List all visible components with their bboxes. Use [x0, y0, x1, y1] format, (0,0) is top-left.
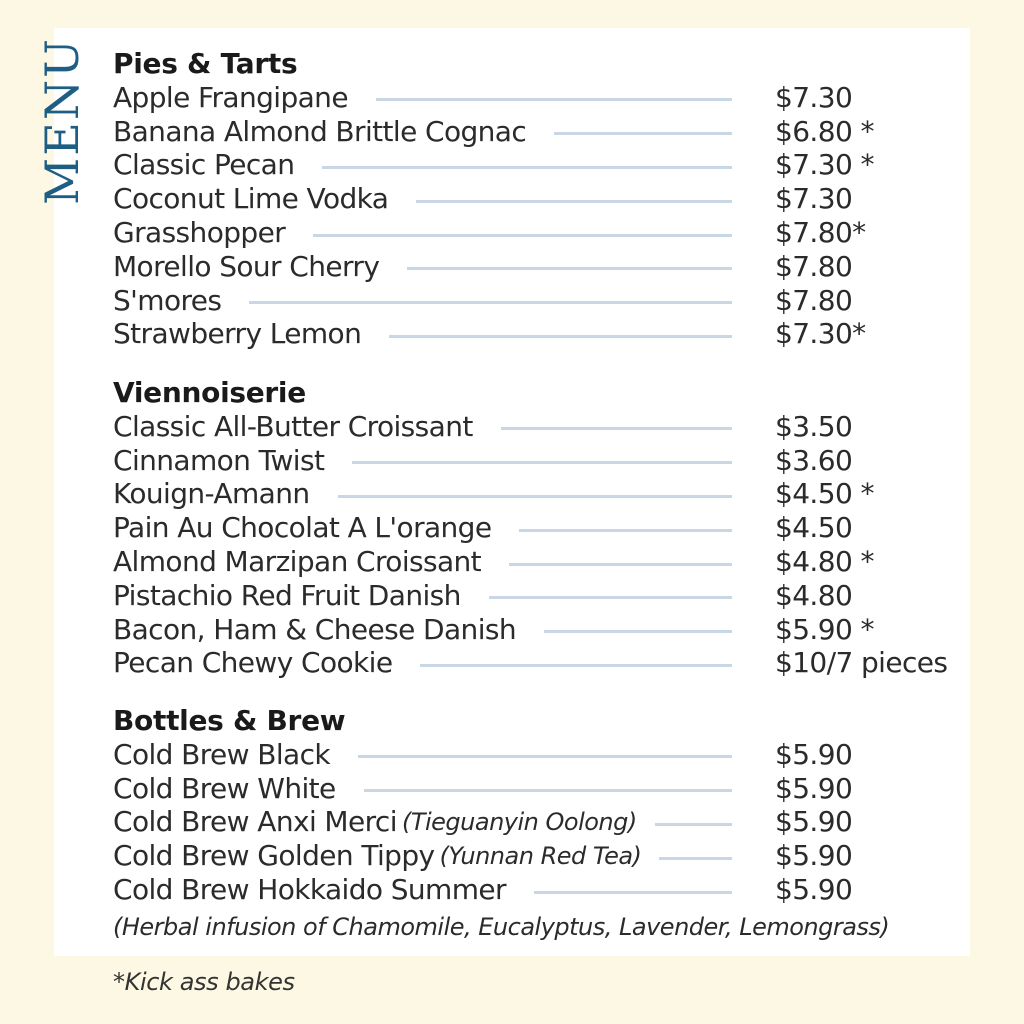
item-price: $5.90	[775, 771, 853, 805]
item-name: Cold Brew Black	[113, 737, 331, 771]
item-price: $7.30	[775, 80, 853, 114]
menu-item	[113, 444, 973, 478]
menu-item	[113, 772, 973, 806]
item-name: Cinnamon Twist	[113, 443, 325, 477]
leader-line	[501, 427, 732, 430]
item-price: $4.50 *	[775, 477, 874, 511]
item-price: $5.90	[775, 873, 853, 907]
item-price: $6.80 *	[775, 114, 874, 148]
leader-line	[655, 823, 732, 826]
leader-line	[534, 891, 732, 894]
item-name: Bacon, Ham & Cheese Danish	[113, 612, 517, 646]
item-name: Strawberry Lemon	[113, 317, 362, 351]
item-price: $7.80	[775, 249, 853, 283]
section-title: Viennoiserie	[113, 376, 306, 409]
leader-line	[544, 630, 732, 633]
leader-line	[519, 529, 732, 532]
item-price: $5.90	[775, 839, 853, 873]
leader-line	[358, 755, 732, 758]
item-name: Cold Brew Anxi Merci	[113, 805, 397, 839]
menu-item	[113, 579, 973, 613]
menu-item	[113, 284, 973, 318]
menu-item	[113, 182, 973, 216]
item-price: $7.30	[775, 182, 853, 216]
menu-item	[113, 806, 973, 840]
menu-item	[113, 613, 973, 647]
item-name: Classic Pecan	[113, 148, 295, 182]
item-name: S'mores	[113, 283, 222, 317]
item-name: Morello Sour Cherry	[113, 249, 380, 283]
item-price: $4.80 *	[775, 545, 874, 579]
item-name: Cold Brew Hokkaido Summer	[113, 873, 506, 907]
leader-line	[352, 461, 732, 464]
item-note: (Tieguanyin Oolong)	[401, 808, 637, 837]
menu-item	[113, 216, 973, 250]
leader-line	[249, 301, 732, 304]
leader-line	[313, 234, 732, 237]
item-price: $5.90	[775, 737, 853, 771]
section-viennoiserie	[113, 376, 973, 680]
menu-item	[113, 545, 973, 579]
item-price: $3.50	[775, 409, 853, 443]
menu-item	[113, 81, 973, 115]
menu-title: MENU	[35, 37, 90, 205]
item-name: Kouign-Amann	[113, 477, 310, 511]
item-name: Almond Marzipan Croissant	[113, 545, 482, 579]
menu-item	[113, 839, 973, 873]
item-price: $3.60	[775, 443, 853, 477]
item-price: $7.30 *	[775, 148, 874, 182]
menu-item	[113, 478, 973, 512]
item-price: $10/7 pieces	[775, 646, 948, 680]
section-title: Bottles & Brew	[113, 704, 346, 737]
menu-item	[113, 318, 973, 352]
menu-item	[113, 511, 973, 545]
item-name: Pain Au Chocolat A L'orange	[113, 511, 492, 545]
menu-item	[113, 250, 973, 284]
menu-vertical-title	[34, 36, 90, 206]
menu-item	[113, 410, 973, 444]
leader-line	[489, 596, 732, 599]
leader-line	[509, 563, 732, 566]
item-name: Pistachio Red Fruit Danish	[113, 578, 461, 612]
leader-line	[659, 857, 732, 860]
item-name: Classic All-Butter Croissant	[113, 409, 473, 443]
section-bottles-brew	[113, 704, 973, 945]
item-note: (Yunnan Red Tea)	[439, 842, 642, 871]
item-name: Grasshopper	[113, 216, 286, 250]
leader-line	[364, 789, 732, 792]
item-price: $7.80*	[775, 216, 866, 250]
item-price: $7.80	[775, 283, 853, 317]
footnote: *Kick ass bakes	[113, 968, 295, 996]
section-pies-tarts	[113, 47, 973, 351]
menu-item	[113, 647, 973, 681]
item-name: Coconut Lime Vodka	[113, 182, 389, 216]
menu-item	[113, 738, 973, 772]
item-price: $5.90	[775, 805, 853, 839]
menu-item	[113, 115, 973, 149]
leader-line	[420, 664, 732, 667]
leader-line	[376, 98, 732, 101]
leader-line	[389, 335, 732, 338]
leader-line	[322, 166, 732, 169]
menu-item	[113, 873, 973, 907]
leader-line	[407, 267, 732, 270]
item-price: $4.80	[775, 578, 853, 612]
menu-item	[113, 149, 973, 183]
item-name: Apple Frangipane	[113, 80, 348, 114]
item-name: Banana Almond Brittle Cognac	[113, 114, 527, 148]
item-name: Cold Brew White	[113, 771, 336, 805]
section-title: Pies & Tarts	[113, 47, 298, 80]
item-name: Pecan Chewy Cookie	[113, 646, 393, 680]
item-price: $7.30*	[775, 317, 866, 351]
leader-line	[554, 132, 732, 135]
item-price: $4.50	[775, 511, 853, 545]
herbal-description: (Herbal infusion of Chamomile, Eucalyptus, Lavender, Lemongrass)	[113, 912, 890, 941]
item-name: Cold Brew Golden Tippy	[113, 839, 435, 873]
leader-line	[416, 200, 732, 203]
item-price: $5.90 *	[775, 612, 874, 646]
leader-line	[338, 495, 732, 498]
